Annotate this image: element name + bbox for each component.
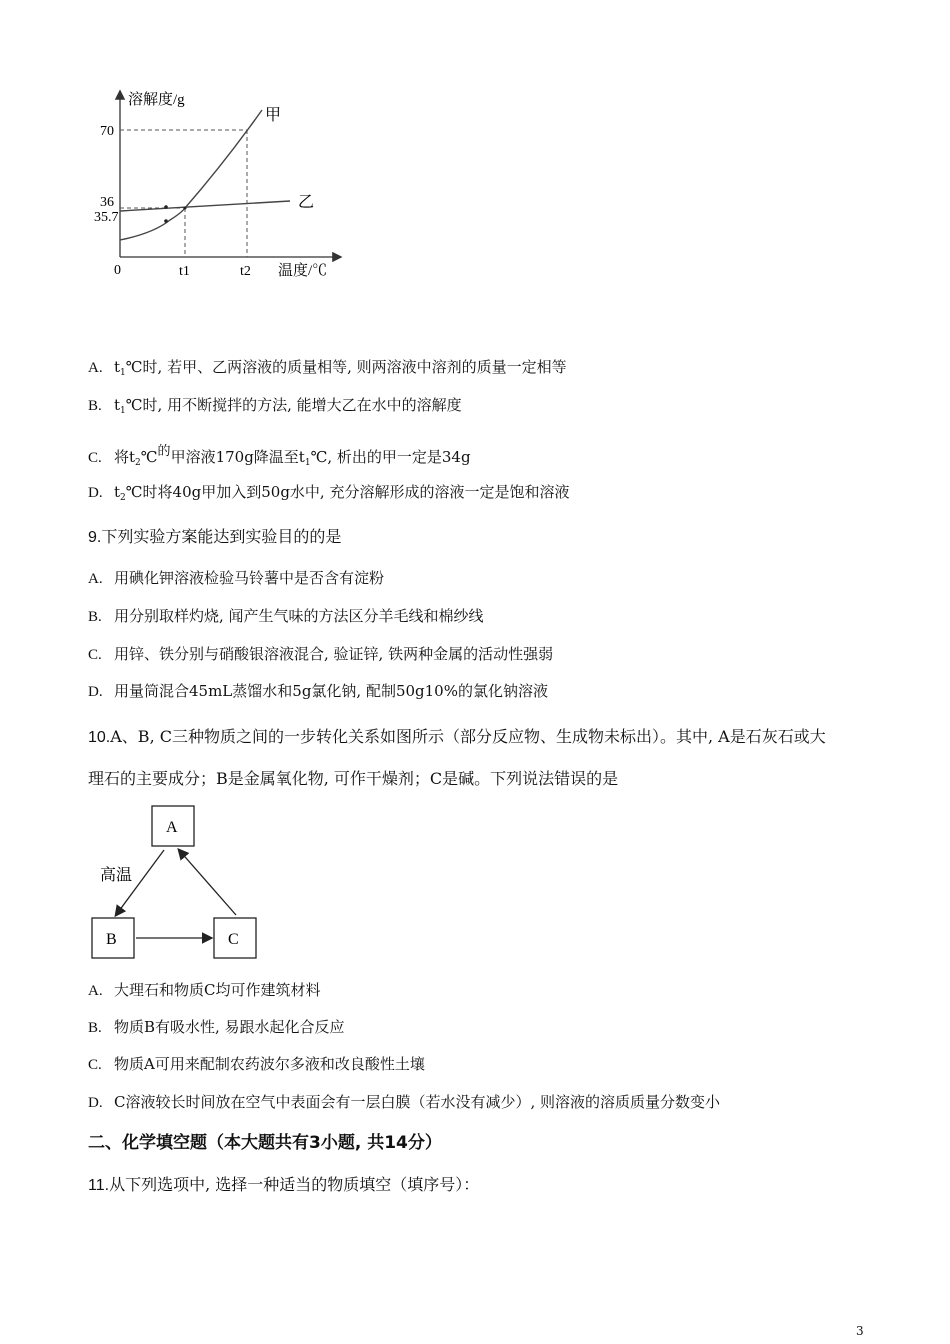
edge-label-high-temp: 高温 [100,865,133,884]
origin-label: 0 [114,263,121,278]
q8-option-c: C. 将$t_2℃$的甲溶液170g降温至$t_1℃$, 析出的甲一定是34g [88,444,471,468]
x-axis-label: 温度/℃ [278,263,328,279]
q9-stem: 9.下列实验方案能达到实验目的的是 [88,527,342,546]
q10-stem-line1: 10.A、B, C三种物质之间的一步转化关系如图所示（部分反应物、生成物未标出）。其中, A是石灰石或大 [88,727,826,746]
intersection-dot [184,207,187,210]
q10-option-c: C. 物质A可用来配制农药波尔多液和改良酸性土壤 [88,1055,425,1073]
q11-stem: 11.从下列选项中, 选择一种适当的物质填空（填序号）： [88,1175,480,1194]
node-c-label: C [228,931,239,948]
q10-stem-line2: 理石的主要成分；B是金属氧化物, 可作干燥剂；C是碱。下列说法错误的是 [88,769,619,788]
marker-dot-2 [164,219,168,223]
q8-option-d: D. $t_2℃$时将40g甲加入到50g水中, 充分溶解形成的溶液一定是饱和溶液 [88,483,570,503]
solubility-chart [94,80,360,290]
conversion-diagram [90,800,270,970]
series-label-yi: 乙 [298,194,315,211]
marker-dot-1 [164,205,168,209]
q9-option-c: C. 用锌、铁分别与硝酸银溶液混合, 验证锌, 铁两种金属的活动性强弱 [88,645,554,663]
q10-option-a: A. 大理石和物质C均可作建筑材料 [88,981,321,999]
q8-option-a: A. $t_1℃$时, 若甲、乙两溶液的质量相等, 则两溶液中溶剂的质量一定相等 [88,358,567,378]
y-axis-label: 溶解度/g [128,92,185,108]
y-tick-36: 36 [100,195,114,210]
curve-yi [120,201,290,211]
arrow-c-to-a [179,850,236,915]
q9-option-d: D. 用量筒混合45mL蒸馏水和5g氯化钠, 配制50g10%的氯化钠溶液 [88,682,548,700]
y-tick-70: 70 [100,124,114,139]
series-label-jia: 甲 [265,107,282,124]
section-2-title: 二、化学填空题（本大题共有3小题, 共14分） [88,1133,442,1153]
q10-option-d: D. C溶液较长时间放在空气中表面会有一层白膜（若水没有减少）, 则溶液的溶质质量分数变小 [88,1093,721,1111]
y-tick-35-7: 35.7 [94,210,119,225]
x-tick-t1: t1 [179,264,190,279]
q8-option-b: B. $t_1℃$时, 用不断搅拌的方法, 能增大乙在水中的溶解度 [88,396,462,416]
x-tick-t2: t2 [240,264,251,279]
q9-option-b: B. 用分别取样灼烧, 闻产生气味的方法区分羊毛线和棉纱线 [88,607,484,625]
node-b-label: B [106,931,117,948]
q10-option-b: B. 物质B有吸水性, 易跟水起化合反应 [88,1018,345,1036]
page-number: 3 [856,1324,864,1338]
node-a-label: A [166,819,178,836]
q9-option-a: A. 用碘化钾溶液检验马铃薯中是否含有淀粉 [88,569,385,587]
